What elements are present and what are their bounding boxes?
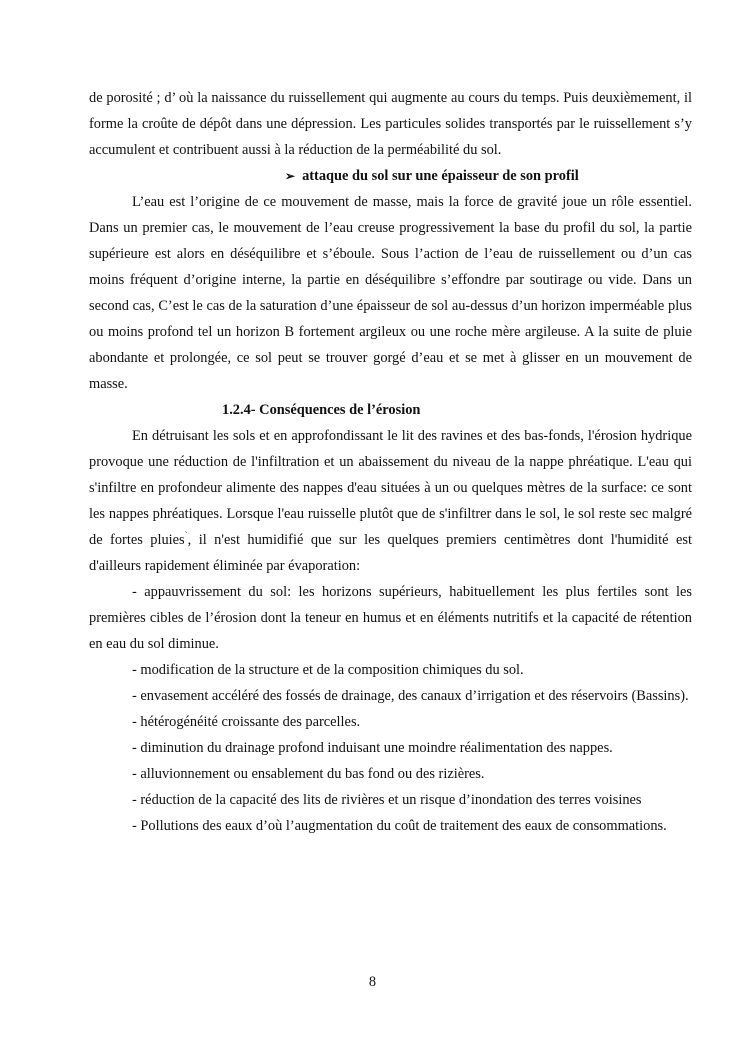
subheading-text: attaque du sol sur une épaisseur de son profil — [302, 168, 579, 184]
section-heading-consequences: 1.2.4- Conséquences de l’érosion — [222, 402, 421, 418]
list-item: - alluvionnement ou ensablement du bas fond ou des rizières. — [132, 766, 485, 782]
list-item: - modification de la structure et de la composition chimiques du sol. — [132, 662, 524, 678]
subheading-profile-attack — [89, 163, 692, 189]
list-item: - diminution du drainage profond induisant une moindre réalimentation des nappes. — [132, 740, 613, 756]
superscript-mark: ` — [184, 530, 188, 541]
list-item: - envasement accéléré des fossés de drainage, des canaux d’irrigation et des réservoirs (Bassins). — [132, 688, 689, 704]
list-item: - hétérogénéité croissante des parcelles. — [132, 714, 361, 730]
paragraph-porosity: de porosité ; d’ où la naissance du ruissellement qui augmente au cours du temps. Puis deuxièmement, il forme la croûte de dépôt dans une dépression. Les particules solides transportés par le ruissellement s’y accumulent et contribuent aussi à la réduction de la perméabilité du sol. — [89, 90, 692, 158]
paragraph-consequences-part2: , il n'est humidifié que sur les quelques premiers centimètres dont l'humidité est d'ailleurs rapidement éliminée par évaporation: — [89, 532, 693, 574]
list-item: - réduction de la capacité des lits de rivières et un risque d’inondation des terres voisines — [132, 792, 642, 808]
list-item: - appauvrissement du sol: les horizons supérieurs, habituellement les plus fertiles sont les premières cibles de l’érosion dont la teneur en humus et en éléments nutritifs et la capacité de rétention en eau du sol diminue. — [89, 584, 692, 652]
paragraph-consequences — [89, 423, 692, 579]
paragraph-consequences-part1: En détruisant les sols et en approfondissant le lit des ravines et des bas-fonds, l'érosion hydrique provoque une réduction de l'infiltration et un abaissement du niveau de la nappe phréatique. L'eau qui s'infiltre en profondeur alimente des nappes d'eau situées à un ou quelques mètres de la surface: ce sont les nappes phréatiques. Lorsque l'eau ruisselle plutôt que de s'infiltrer dans le sol, le sol reste sec malgré de fortes pluies — [89, 428, 692, 548]
page-body — [89, 85, 692, 839]
page-number: 8 — [368, 974, 377, 990]
paragraph-mass-movement: L’eau est l’origine de ce mouvement de masse, mais la force de gravité joue un rôle essentiel. Dans un premier cas, le mouvement de l’eau creuse progressivement la base du profil du sol, la partie supérieure est alors en déséquilibre et s’éboule. Sous l’action de l’eau de ruissellement ou d’un cas moins fréquent d’origine interne, la partie en déséquilibre s’effondre par soutirage ou vide. Dans un second cas, C’est le cas de la saturation d’une épaisseur de sol au-dessus d’un horizon imperméable plus ou moins profond tel un horizon B fortement argileux ou une roche mère argileuse. A la suite de pluie abondante et prolongée, ce sol peut se trouver gorgé d’eau et se met à glisser en un mouvement de masse. — [89, 194, 692, 392]
list-item: - Pollutions des eaux d’où l’augmentation du coût de traitement des eaux de consommations. — [132, 818, 667, 834]
arrow-bullet-icon: ➢ — [285, 169, 296, 183]
